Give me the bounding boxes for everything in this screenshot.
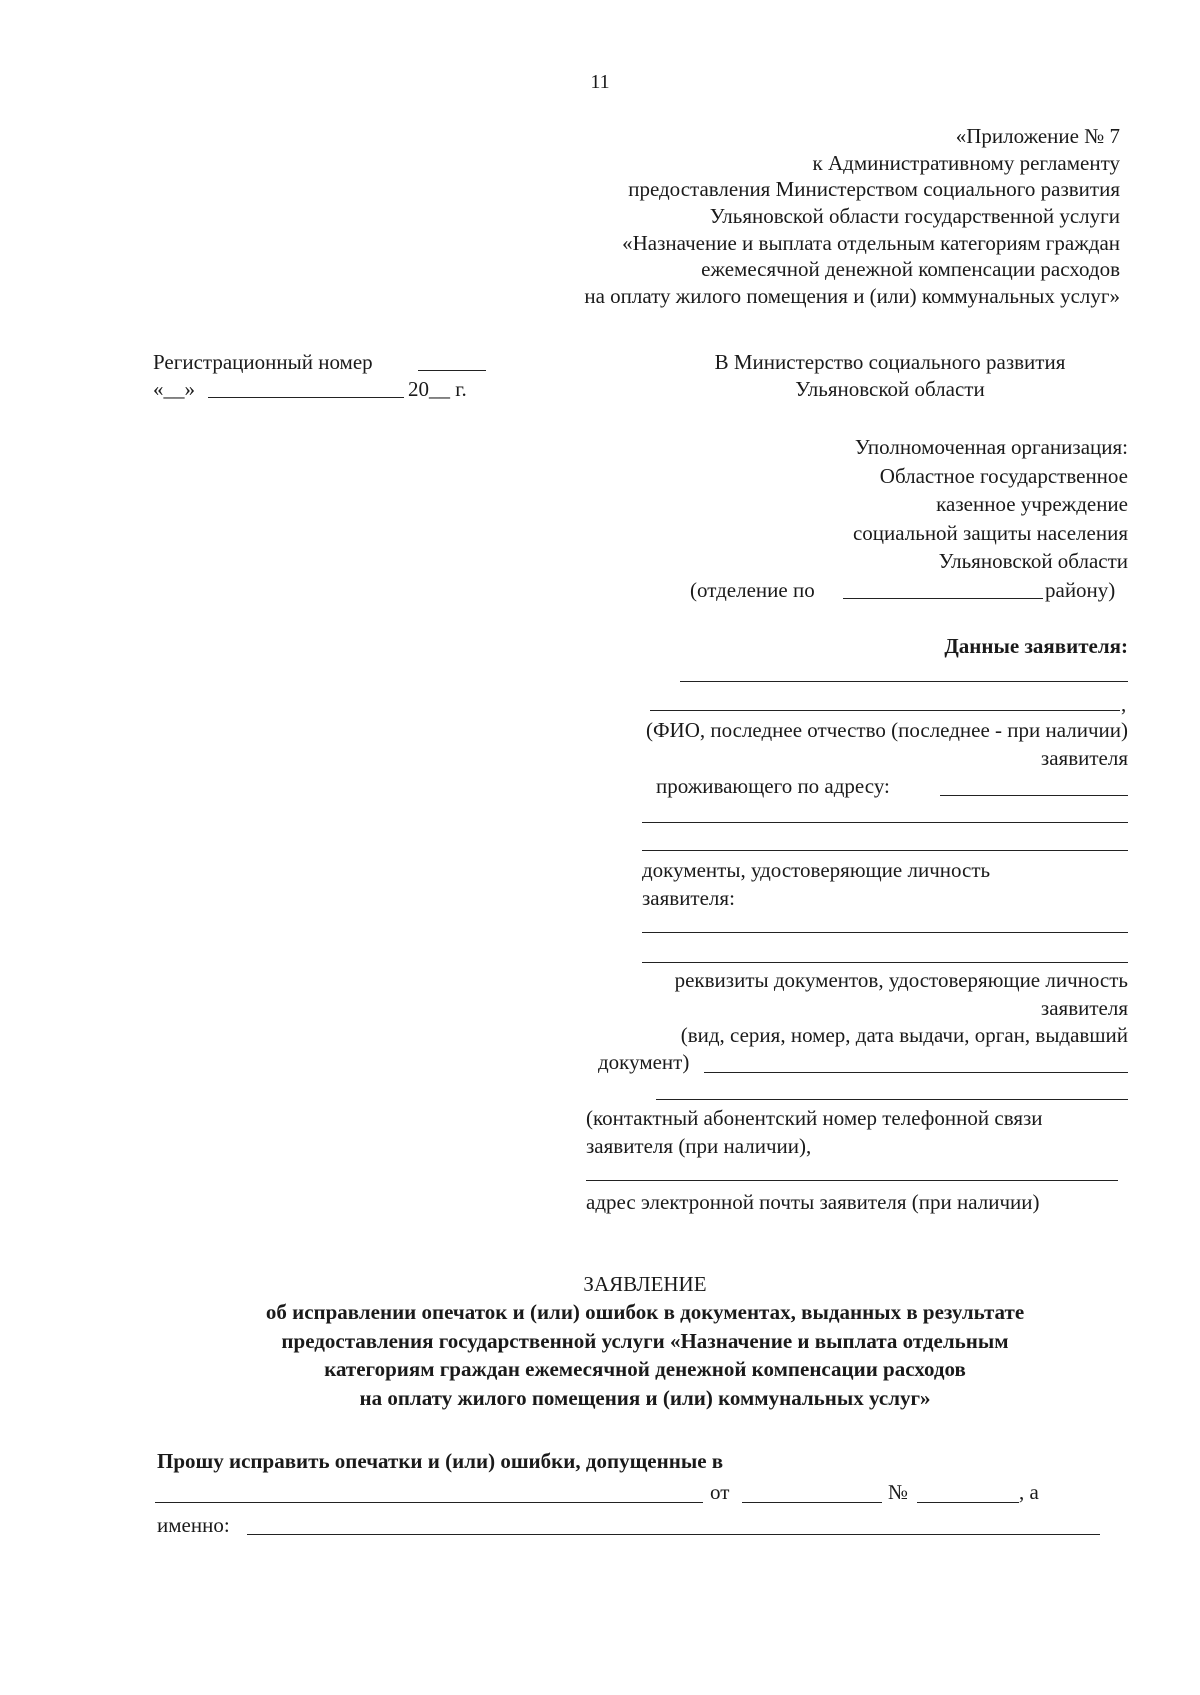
fio-caption-1: (ФИО, последнее отчество (последнее - при наличии) — [645, 718, 1128, 742]
registration-date-quote: «__» — [153, 377, 195, 401]
fio-caption-2: заявителя — [1040, 746, 1128, 770]
appendix-line: «Приложение № 7 — [955, 124, 1120, 148]
registration-number-label: Регистрационный номер — [153, 350, 373, 374]
address-label: проживающего по адресу: — [656, 774, 890, 798]
from-date-blank — [742, 1502, 882, 1503]
registration-number-blank — [418, 370, 486, 371]
address-blank-1 — [940, 795, 1128, 796]
id-docs-blank-2 — [642, 962, 1128, 963]
appendix-line: на оплату жилого помещения и (или) коммунальных услуг» — [584, 284, 1120, 309]
fio-comma: , — [1121, 692, 1127, 716]
statement-subtitle-line: предоставления государственной услуги «Назначение и выплата отдельным — [281, 1328, 1009, 1353]
namely-blank — [247, 1534, 1100, 1535]
id-details-line-3: (вид, серия, номер, дата выдачи, орган, выдавший — [680, 1023, 1128, 1047]
document-name-blank — [155, 1502, 703, 1503]
fio-blank-2 — [650, 710, 1120, 711]
authorized-org-line: Областное государственное — [879, 463, 1128, 488]
statement-subtitle-line: категориям граждан ежемесячной денежной компенсации расходов — [324, 1357, 966, 1382]
id-docs-line-2: заявителя: — [642, 886, 735, 910]
from-label: от — [710, 1480, 730, 1504]
registration-year-label: 20__ г. — [408, 377, 467, 401]
authorized-org-line: Ульяновской области — [938, 549, 1128, 573]
recipient-line-1: В Министерство социального развития — [714, 350, 1066, 374]
email-label: адрес электронной почты заявителя (при наличии) — [586, 1190, 1040, 1214]
recipient-line-2: Ульяновской области — [795, 377, 985, 401]
statement-title: ЗАЯВЛЕНИЕ — [583, 1272, 707, 1296]
statement-subtitle — [0, 1302, 1200, 1416]
request-tail: , а — [1019, 1480, 1039, 1504]
id-details-line-1: реквизиты документов, удостоверяющие личность — [674, 968, 1128, 992]
statement-subtitle-line: на оплату жилого помещения и (или) коммунальных услуг» — [359, 1385, 931, 1410]
authorized-org-block — [628, 437, 1128, 580]
appendix-line: к Административному регламенту — [812, 150, 1120, 175]
registration-date-blank — [208, 397, 404, 398]
id-details-blank-1 — [704, 1072, 1128, 1073]
appendix-line: предоставления Министерством социального развития — [628, 177, 1120, 202]
address-blank-2 — [642, 822, 1128, 823]
namely-label: именно: — [157, 1513, 230, 1537]
fio-blank-1 — [680, 681, 1128, 682]
branch-suffix: району) — [1045, 578, 1116, 602]
appendix-line: Ульяновской области государственной услуги — [709, 204, 1120, 229]
page-number: 11 — [590, 71, 610, 93]
authorized-org-line: социальной защиты населения — [852, 520, 1128, 545]
authorized-org-line: казенное учреждение — [936, 492, 1128, 516]
applicant-heading: Данные заявителя: — [944, 634, 1128, 658]
statement-subtitle-line: об исправлении опечаток и (или) ошибок в документах, выданных в результате — [265, 1300, 1025, 1324]
number-label: № — [888, 1480, 909, 1504]
id-docs-line-1: документы, удостоверяющие личность — [642, 858, 991, 882]
phone-line-2: заявителя (при наличии), — [586, 1134, 812, 1158]
appendix-block — [420, 126, 1120, 313]
phone-blank — [586, 1180, 1118, 1181]
authorized-org-line: Уполномоченная организация: — [854, 435, 1128, 459]
id-details-line-4: документ) — [598, 1050, 690, 1074]
document-number-blank — [917, 1502, 1019, 1503]
request-text: Прошу исправить опечатки и (или) ошибки, допущенные в — [157, 1449, 724, 1473]
appendix-line: «Назначение и выплата отдельным категориям граждан — [622, 230, 1120, 255]
id-details-blank-2 — [656, 1099, 1128, 1100]
id-docs-blank-1 — [642, 932, 1128, 933]
branch-district-blank — [843, 598, 1043, 599]
address-blank-3 — [642, 850, 1128, 851]
branch-prefix: (отделение по — [690, 578, 815, 602]
phone-line-1: (контактный абонентский номер телефонной связи — [586, 1106, 1043, 1130]
id-details-line-2: заявителя — [1040, 996, 1128, 1020]
appendix-line: ежемесячной денежной компенсации расходов — [701, 257, 1120, 282]
